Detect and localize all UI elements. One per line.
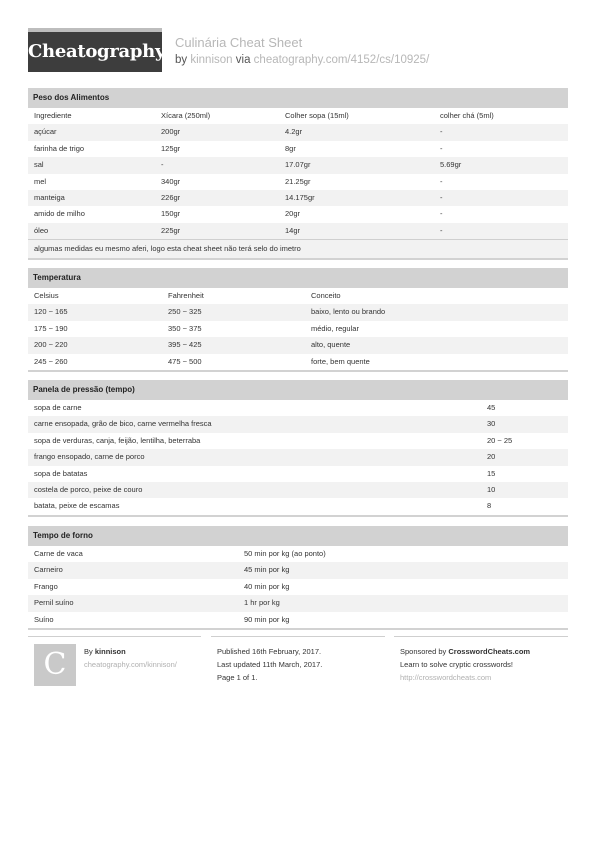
cell: 20 [481, 449, 568, 465]
table-row [28, 562, 568, 578]
section-panela-de-pressao [28, 380, 568, 517]
column-header: Conceito [311, 291, 341, 300]
cell: alto, quente [305, 337, 568, 353]
cell: açúcar [28, 124, 155, 140]
by-label: by [175, 54, 188, 66]
table-row [28, 416, 568, 432]
cell: sal [28, 157, 155, 173]
cell: 1 hr por kg [238, 595, 568, 611]
cell: óleo [28, 223, 155, 240]
table-row [28, 157, 568, 173]
author-link[interactable]: kinnison [190, 54, 233, 66]
section-title: Temperatura [28, 268, 568, 288]
cell: 50 min por kg (ao ponto) [244, 549, 326, 558]
section-title: Peso dos Alimentos [28, 88, 568, 108]
cell: 245 ~ 260 [34, 356, 68, 366]
page-header [28, 28, 568, 74]
footer-dates-column [211, 636, 385, 696]
column-header: Xícara (250ml) [161, 111, 211, 120]
table-header-row [28, 288, 568, 304]
section-note: algumas medidas eu mesmo aferi, logo esta cheat sheet não terá selo do imetro [28, 240, 568, 258]
cell: 40 min por kg [244, 581, 290, 591]
note-row [28, 240, 568, 258]
section-title: Panela de pressão (tempo) [28, 380, 568, 400]
byline [175, 54, 429, 66]
table-row [28, 433, 568, 449]
cell: 200gr [155, 124, 279, 140]
cell: Pernil suíno [28, 595, 238, 611]
section-title: Tempo de forno [28, 526, 568, 546]
cell: 125gr [161, 143, 181, 153]
cell: frango ensopado, carne de porco [28, 449, 481, 465]
cell: 14.175gr [279, 190, 434, 206]
section-peso-dos-alimentos [28, 88, 568, 260]
cell: 475 ~ 500 [168, 356, 202, 366]
peso-table [28, 108, 568, 258]
via-label: via [235, 54, 251, 66]
cell: baixo, lento ou brando [305, 304, 568, 320]
cell: Suíno [34, 614, 54, 624]
cell: 200 ~ 220 [28, 337, 162, 353]
cell: 4.2gr [279, 124, 434, 140]
page-number: Page 1 of 1. [217, 673, 258, 682]
cell: 17.07gr [279, 157, 434, 173]
cell: 175 ~ 190 [34, 323, 68, 333]
sponsor-tagline: Learn to solve cryptic crosswords! [400, 660, 513, 669]
cell: 21.25gr [285, 176, 311, 186]
cell: 226gr [155, 190, 279, 206]
cell: médio, regular [311, 323, 359, 333]
forno-table [28, 546, 568, 628]
column-header: colher chá (5ml) [440, 111, 494, 120]
cell: Carne de vaca [34, 549, 83, 558]
cheatography-logo[interactable]: Cheatography [28, 28, 162, 72]
column-header: Fahrenheit [168, 291, 204, 300]
table-row [28, 304, 568, 320]
cell: 150gr [161, 209, 181, 219]
table-row [28, 546, 568, 562]
cell: 250 ~ 325 [162, 304, 305, 320]
cell: - [440, 176, 443, 186]
table-row [28, 498, 568, 514]
title-block [175, 35, 429, 66]
table-row [28, 124, 568, 140]
cell: - [434, 223, 568, 240]
table-row [28, 466, 568, 482]
table-row [28, 579, 568, 595]
column-header: Colher sopa (15ml) [285, 111, 349, 120]
cell: farinha de trigo [34, 143, 85, 153]
footer-sponsor-column [394, 636, 568, 696]
cell: 340gr [161, 176, 181, 186]
table-row [28, 595, 568, 611]
cheatography-c-logo: C [34, 644, 76, 686]
table-row [28, 174, 568, 190]
table-row [28, 400, 568, 416]
sponsor-link[interactable]: CrosswordCheats.com [448, 647, 531, 656]
cell: - [434, 124, 568, 140]
cell: 45 [487, 403, 496, 412]
sheet-url-link[interactable]: cheatography.com/4152/cs/10925/ [253, 54, 430, 66]
section-temperatura [28, 268, 568, 372]
cell: sopa de verduras, canja, feijão, lentilha, beterraba [34, 435, 201, 445]
footer-author-url[interactable]: cheatography.com/kinnison/ [84, 660, 177, 669]
sponsor-label: Sponsored by [400, 647, 447, 656]
cell: 8 [487, 501, 492, 511]
cell: forte, bem quente [311, 356, 370, 366]
table-row [28, 141, 568, 157]
table-row [28, 449, 568, 465]
cell: 10 [481, 482, 568, 498]
updated-date: Last updated 11th March, 2017. [217, 660, 323, 669]
cell: Carneiro [28, 562, 238, 578]
cell: batata, peixe de escamas [34, 501, 120, 511]
cell: 90 min por kg [244, 614, 290, 624]
cell: sopa de carne [34, 403, 82, 412]
table-row [28, 612, 568, 628]
column-header: Celsius [34, 291, 59, 300]
cell: 20 ~ 25 [487, 435, 513, 445]
cell: amido de milho [34, 209, 85, 219]
section-tempo-de-forno [28, 526, 568, 630]
cell: manteiga [28, 190, 155, 206]
table-row [28, 223, 568, 240]
cell: 30 [481, 416, 568, 432]
table-row [28, 321, 568, 337]
cell: sopa de batatas [34, 468, 88, 478]
table-header-row [28, 108, 568, 124]
table-row [28, 354, 568, 370]
published-date: Published 16th February, 2017. [217, 647, 322, 656]
cell: 395 ~ 425 [162, 337, 305, 353]
cell: carne ensopada, grão de bico, carne vermelha fresca [28, 416, 481, 432]
cell: - [440, 143, 443, 153]
cell: 15 [487, 468, 496, 478]
table-row [28, 482, 568, 498]
cell: Frango [34, 581, 58, 591]
table-row [28, 206, 568, 222]
cell: 350 ~ 375 [168, 323, 202, 333]
cell: 5.69gr [434, 157, 568, 173]
by-label: By [84, 647, 93, 656]
cell: 225gr [155, 223, 279, 240]
cell: 120 ~ 165 [28, 304, 162, 320]
cell: - [434, 190, 568, 206]
cell: mel [34, 176, 47, 186]
page-title: Culinária Cheat Sheet [175, 35, 303, 50]
table-row [28, 190, 568, 206]
cell: 8gr [285, 143, 296, 153]
cell: - [155, 157, 279, 173]
cell: 14gr [279, 223, 434, 240]
temperatura-table [28, 288, 568, 370]
cell: - [440, 209, 443, 219]
sponsor-url[interactable]: http://crosswordcheats.com [400, 673, 492, 682]
cell: 45 min por kg [238, 562, 568, 578]
cell: costela de porco, peixe de couro [28, 482, 481, 498]
column-header: Ingrediente [34, 111, 72, 120]
page-footer [28, 636, 568, 696]
cell: 20gr [285, 209, 301, 219]
panela-table [28, 400, 568, 515]
footer-author-column [28, 636, 201, 696]
table-row [28, 337, 568, 353]
footer-author-link[interactable]: kinnison [94, 647, 126, 656]
